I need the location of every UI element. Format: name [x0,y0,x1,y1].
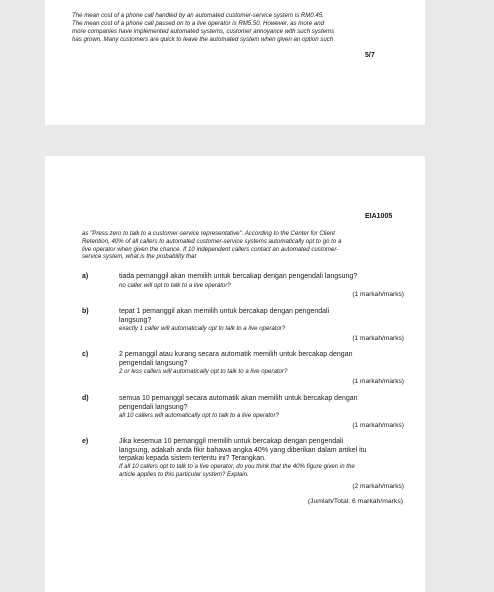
text-line: semua 10 pemanggil secara automatik akan memilih untuk bercakap dengan [119,395,358,402]
question-marks: (1 markah/marks) [352,335,404,342]
question-malay [119,308,399,325]
text-line: pengendali langsung? [119,359,188,367]
text-line: tepat 1 pemanggil akan memilih untuk bercakap dengan pengendali [119,308,330,315]
text-line: has grown. Many customers are quick to leave the automated system when given an option such [72,36,334,43]
course-code: EIA1005 [365,213,393,220]
question-english [119,325,399,333]
question-c [82,351,404,387]
question-english [119,282,399,290]
question-malay [119,273,399,282]
question-english [119,463,399,478]
text-line: more companies have implemented automated systems, customer annoyance with such systems [72,28,335,35]
text-line: The mean cost of a phone call passed on to a live operator is RM5.50. However, as more and [72,20,325,27]
text-line: 2 pemanggil atau kurang secara automatik memilih untuk bercakap dengan [119,351,353,358]
document-page-bottom [45,156,425,592]
question-marks: (1 markah/marks) [352,291,404,298]
text-line: tiada pemanggil akan memilih untuk bercakap dengan pengendali langsung? [119,273,358,280]
question-marks: (1 markah/marks) [352,378,404,385]
text-line: all 10 callers will automatically opt to talk to a live operator? [119,412,279,419]
question-e [82,438,404,494]
question-d [82,395,404,431]
text-line: Jika kesemua 10 pemanggil memilih untuk bercakap dengan pengendali [119,438,344,445]
text-line: Retention, 40% of all callers to automated customer-service systems automatically opt to go to a [82,237,342,245]
question-a [82,273,404,301]
text-line: service system, what is the probability that [82,253,197,261]
question-malay [119,395,399,412]
question-marks: (1 markah/marks) [352,422,404,429]
question-letter: c) [82,351,89,358]
text-line: terpakai kepada sistem tertentu ini? Terangkan. [119,455,266,462]
question-malay [119,351,399,368]
total-marks: (Jumlah/Total: 6 markah/marks) [307,498,403,505]
text-line: langsung, adakah anda fikir bahawa angka 40% yang diberikan dalam artikel itu [119,446,367,454]
question-letter: d) [82,395,89,402]
text-line: If all 10 callers opt to talk to a live operator, do you think that the 40% figure given in the [119,463,355,470]
paragraph-continued [72,12,402,44]
text-line: pengendali langsung? [119,403,188,411]
question-intro [82,230,402,261]
question-letter: e) [82,438,89,445]
text-line: article applies to this particular system? Explain. [119,470,249,478]
page-number: 5/7 [365,52,375,59]
text-line: live operator when given the chance. If 10 independent callers contact an automated customer- [82,245,339,253]
question-b [82,308,404,344]
question-letter: a) [82,273,89,280]
question-english [119,368,399,376]
text-line: 2 or less callers will automatically opt to talk to a live operator? [119,368,288,375]
question-english [119,412,399,420]
text-line: langsung? [119,316,152,324]
text-line: no caller will opt to talk to a live operator? [119,282,231,289]
document-page-top [45,0,425,125]
question-letter: b) [82,308,89,315]
question-marks: (2 markah/marks) [352,483,404,490]
question-malay [119,438,399,464]
text-line: as "Press zero to talk to a customer-service representative". According to the Center for Client [82,230,335,237]
text-line: The mean cost of a phone call handled by an automated customer-service system is RM0.45. [72,12,324,19]
text-line: exactly 1 caller will automatically opt to talk to a live operator? [119,325,286,332]
